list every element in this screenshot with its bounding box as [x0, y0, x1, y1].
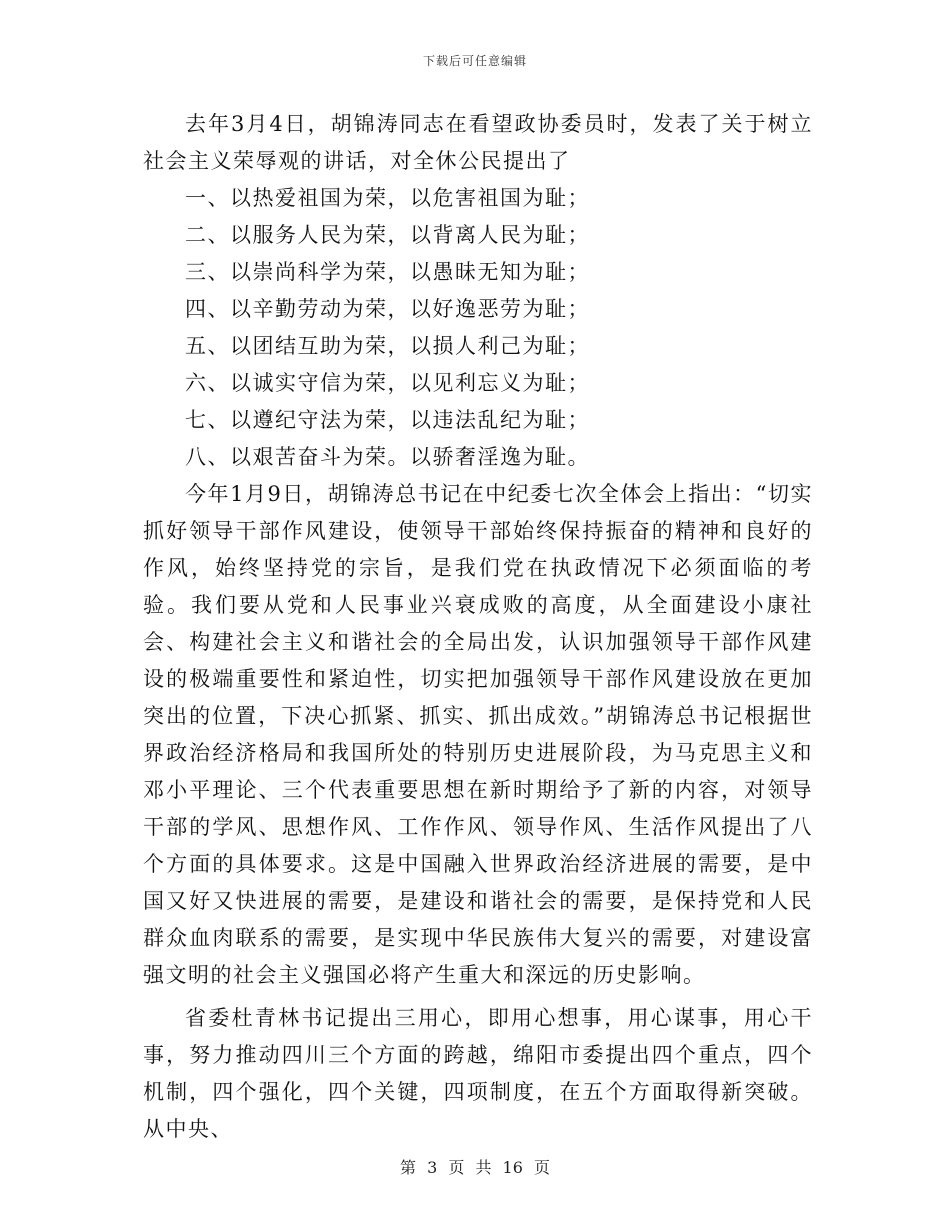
paragraph-3: 省委杜青林书记提出三用心，即用心想事，用心谋事，用心干事，努力推动四川三个方面的跨越，绵阳市委提出四个重点，四个机制，四个强化，四个关键，四项制度，在五个方面取得新突破。从中央、 — [143, 1006, 813, 1141]
list-item: 四、以辛勤劳动为荣，以好逸恶劳为耻； — [185, 297, 590, 321]
list-item: 七、以遵纪守法为荣，以违法乱纪为耻； — [185, 408, 590, 432]
list-item: 一、以热爱祖国为荣，以危害祖国为耻； — [185, 186, 590, 210]
page-number: 第 3 页 共 16 页 — [400, 1158, 550, 1177]
list-item: 五、以团结互助为荣，以损人利己为耻； — [185, 334, 590, 358]
document-body — [143, 106, 813, 1148]
list-item: 三、以崇尚科学为荣，以愚昧无知为耻； — [185, 260, 590, 284]
page-header: 下载后可任意编辑 — [422, 54, 527, 68]
list-item: 二、以服务人民为荣，以背离人民为耻； — [185, 223, 590, 247]
list-item: 六、以诚实守信为荣，以见利忘义为耻； — [185, 371, 590, 395]
paragraph-2: 今年1月9日，胡锦涛总书记在中纪委七次全体会上指出：“切实抓好领导干部作风建设，使领导干部始终保持振奋的精神和良好的作风，始终坚持党的宗旨，是我们党在执政情况下必须面临的考验。我们要从党和人民事业兴衰成败的高度，从全面建设小康社会、构建社会主义和谐社会的全局出发，认识加强领导干部作风建设的极端重要性和紧迫性，切实把加强领导干部作风建设放在更加突出的位置，下决心抓紧、抓实、抓出成效。”胡锦涛总书记根据世界政治经济格局和我国所处的特别历史进展阶段，为马克思主义和邓小平理论、三个代表重要思想在新时期给予了新的内容，对领导干部的学风、思想作风、工作作风、领导作风、生活作风提出了八个方面的具体要求。这是中国融入世界政治经济进展的需要，是中国又好又快进展的需要，是建设和谐社会的需要，是保持党和人民群众血肉联系的需要，是实现中华民族伟大复兴的需要，对建设富强文明的社会主义强国必将产生重大和深远的历史影响。 — [143, 482, 813, 987]
list-item: 八、以艰苦奋斗为荣。以骄奢淫逸为耻。 — [185, 445, 590, 469]
paragraph-intro: 去年3月4日，胡锦涛同志在看望政协委员时，发表了关于树立社会主义荣辱观的讲话，对全休公民提出了 — [143, 112, 813, 173]
